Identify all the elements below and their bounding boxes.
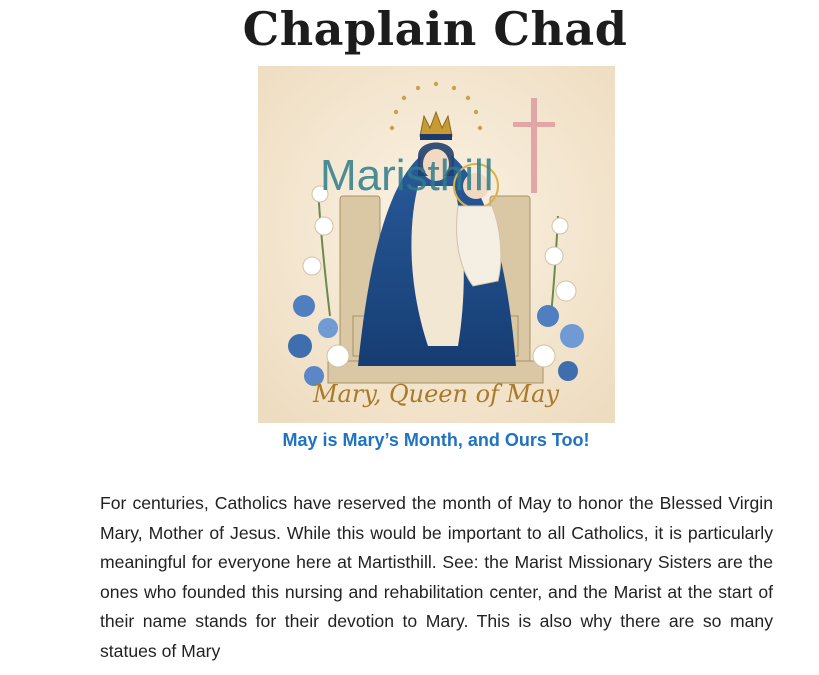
- article-paragraph: For centuries, Catholics have reserved the month of May to honor the Blessed Virgin Mary, Mother of Jesus. While this would be important to all Catholics, it is particularly meaningful for everyone here at Martisthill. See: the Marist Missionary Sisters are the ones who founded this nursing and rehabilitation center, and the Marist at the start of their name stands for their devotion to Mary. This is also why there are so many statues of Mary: [100, 493, 773, 661]
- hero-illustration: [258, 66, 615, 423]
- page-title: Chaplain Chad: [242, 2, 628, 56]
- hero-overlay-text: Maristhill: [320, 151, 494, 200]
- hero-caption: Mary, Queen of May: [312, 380, 560, 408]
- section-heading: May is Mary’s Month, and Ours Too!: [282, 430, 590, 450]
